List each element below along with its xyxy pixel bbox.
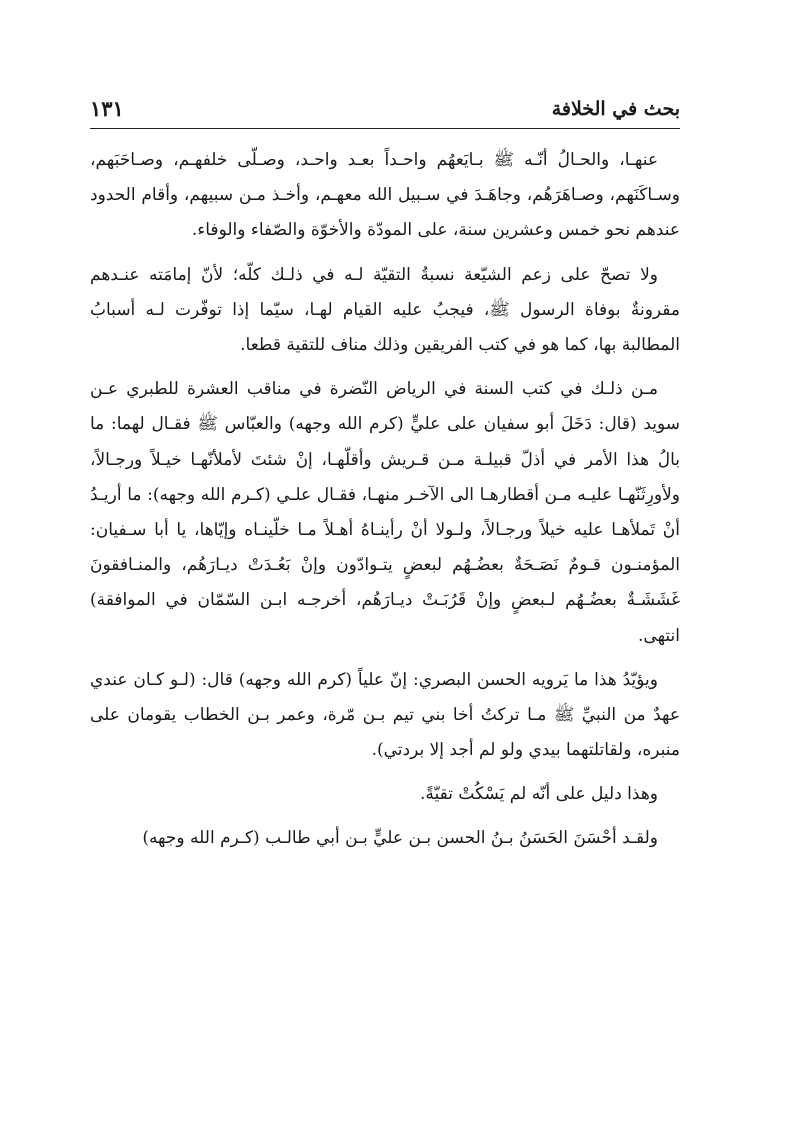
page-header [90,92,680,128]
paragraph: عنهـا، والحـالُ أنّـه ﷺ بـايَعهُم واحـداً بعـد واحـد، وصـلّى خلفهـم، وصـاحَبَهم، وسـاكَنَهم، وصـاهَرَهُم، وجاهَـدَ في سـبيل الله معهـم، وأخـذ مـن سبيهم، وأقام الحدود عندهم نحو خمس وعشرين سنة، على المودّة والأخوّة والصّفاء والوفاء. [90,150,680,241]
paragraph: ولقـد أحْسَنَ الحَسَنُ بـنُ الحسن بـن عليٍّ بـن أبي طالـب (كـرم الله وجهه) [142,827,658,848]
paragraph: مـن ذلـك في كتب السنة في الرياض النّضرة في مناقب العشرة للطبري عـن سويد (قال: دَخَلَ أبو سفيان على عليٍّ (كرم الله وجهه) والعبّاس ﷺ فقـال لهما: ما بالُ هذا الأمر في أذلّ قبيلـة مـن قـريش وأقلّهـا، إنْ شئتَ لأملأنّهـا خيـلاً ورجـالاً، ولأورِثَنّهـا عليـه مـن أقطارهـا الى الآخـر منهـا، فقـال علـي (كـرم الله وجهه): ما أريـدُ أنْ تَملأهـا عليه خيلاً ورجـالاً، ولـولا أنْ رأينـاهُ أهـلاً مـا خلّينـاه وإيّاها، يا أبا سـفيان: المؤمنـون قـومٌ نَصَـحَةٌ بعضُـهُم لبعضٍ يتـوادّون وإنْ بَعُـدَتْ ديـارَهُم، والمنـافقونَ غَشَشَـةٌ بعضُـهُم لـبعضٍ وإنْ قَرُبَـتْ ديـارَهُم، أخرجـه ابـن السّمّان في الموافقة) انتهى. [90,379,680,646]
header-divider [90,128,680,129]
running-title: بحث في الخلافة [551,98,680,120]
paragraph: ولا تصحّ على زعم الشيّعة نسبةُ التقيّة لـه في ذلـك كلّه؛ لأنّ إمامَته عنـدهم مقرونةٌ بوفاة الرسول ﷺ، فيجبُ عليه القيام لهـا، سيّما إذا توفّرت لـه أسبابُ المطالبة بها، كما هو في كتب الفريقين وذلك مناف للتقية قطعا. [90,264,680,356]
page-number: ١٣١ [90,96,124,121]
paragraph: ويؤيّدُ هذا ما يَرويه الحسن البصري: إنّ علياً (كرم الله وجهه) قال: (لـو كـان عندي عهدٌ من النبيِّ ﷺ مـا تركتُ أخا بني تيم بـن مّرة، وعمر بـن الخطاب يقومان على منبره، ولقاتلتهما بيدي ولو لم أجد إلا بردتي). [90,669,680,761]
paragraph: وهذا دليل على أنّه لم يَسْكُتْ تقيّةً. [420,784,658,805]
body-text [90,143,680,865]
